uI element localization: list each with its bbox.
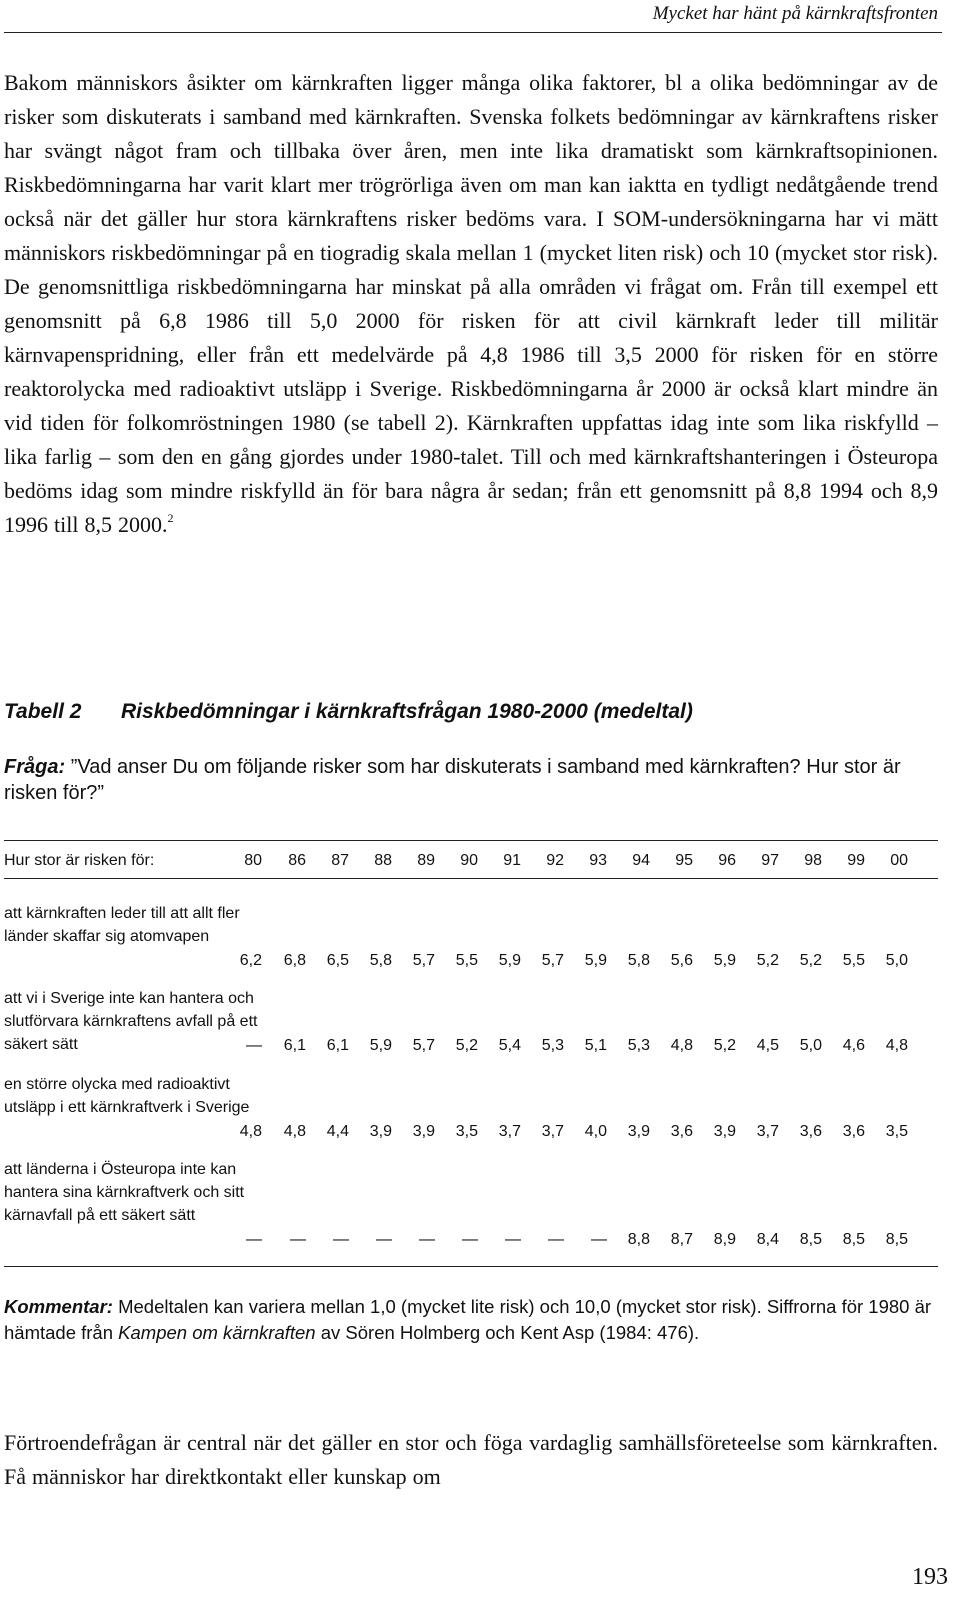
table-bottom-rule [4,1266,938,1267]
table-cell: 5,5 [842,952,865,969]
table-cell: 6,1 [283,1037,306,1054]
table-row [4,1158,938,1251]
comment-text-1: Medeltalen kan variera mellan 1,0 (mycket lite risk) och 10,0 (mycket stor risk). Siffrorna för 1980 är hämtade från [4,1296,932,1343]
table-cell: 3,7 [498,1123,521,1140]
table-row [4,1073,938,1143]
table-header-rule [4,878,938,879]
footnote-marker: 2 [167,511,174,525]
table-cell: — [246,1231,262,1248]
table-cell: 5,4 [498,1037,521,1054]
table-cell: 5,9 [584,952,607,969]
year-header: 94 [632,852,650,869]
table-cell: 4,8 [239,1123,262,1140]
table-cell: 3,7 [756,1123,779,1140]
year-header: 00 [890,852,908,869]
table-cell: 3,6 [799,1123,822,1140]
table-cell: 6,8 [283,952,306,969]
table-cell: 5,8 [369,952,392,969]
table-cell: — [419,1231,435,1248]
year-header: 88 [374,852,392,869]
table-number: Tabell 2 [4,700,82,723]
table-header-label: Hur stor är risken för: [4,852,155,869]
table-cell: 3,5 [455,1123,478,1140]
year-header: 95 [675,852,693,869]
year-header: 99 [847,852,865,869]
row-label: att kärnkraften leder till att allt fler länder skaffar sig atomvapen [4,905,240,945]
table-cell: — [333,1231,349,1248]
body-paragraph-1-text: Bakom människors åsikter om kärnkraften ligger många olika faktorer, bl a olika bedömningar av de risker som diskuterats i samband med kärnkraften. Svenska folkets bedömningar av kärnkraftens risker har svängt något fram och tillbaka över åren, men inte lika dramatiskt som kärnkraftsopinionen. Riskbedömningarna har varit klart mer trögrörliga även om man kan iaktta en tydligt nedåtgående trend också när det gäller hur stora kärnkraftens risker bedöms vara. I SOM-undersökningarna har vi mätt människors riskbedömningar på en tiogradig skala mellan 1 (mycket liten risk) och 10 (mycket stor risk). De genomsnittliga riskbedömningarna har minskat på alla områden vi frågat om. Från till exempel ett genomsnitt på 6,8 1986 till 5,0 2000 för risken för att civil kärnkraft leder till militär kärnvapenspridning, eller från ett medelvärde på 4,8 1986 till 3,5 2000 för risken för en större reaktorolycka med radioaktivt utsläpp i Sverige. Riskbedömningarna år 2000 är också klart mindre än vid tiden för folkomröstningen 1980 (se tabell 2). Kärnkraften uppfattas idag inte som lika riskfylld – lika farlig – som den en gång gjordes under 1980-talet. Till och med kärnkraftshanteringen i Östeuropa bedöms idag som mindre riskfylld än för bara några år sedan; från ett genomsnitt på 8,8 1994 och 8,9 1996 till 8,5 2000. [4,70,938,537]
row-cells [4,1119,938,1143]
table-cell: 8,8 [627,1231,650,1248]
running-head: Mycket har hänt på kärnkraftsfronten [652,3,938,24]
table-cell: 4,8 [283,1123,306,1140]
table-cell: 4,5 [756,1037,779,1054]
table-cell: 3,9 [412,1123,435,1140]
year-header: 96 [718,852,736,869]
table-cell: 5,2 [455,1037,478,1054]
comment-source-title: Kampen om kärnkraften [118,1322,316,1343]
table-cell: 5,2 [713,1037,736,1054]
body-paragraph-2: Förtroendefrågan är central när det gäller en stor och föga vardaglig samhällsföreteelse som kärnkraften. Få människor har direktkontakt eller kunskap om [4,1430,938,1489]
table-cell: 3,9 [713,1123,736,1140]
table-cell: 5,2 [799,952,822,969]
table-title-text: Riskbedömningar i kärnkraftsfrågan 1980-2000 (medeltal) [121,700,693,723]
table-top-rule [4,840,938,841]
header-rule [4,32,942,33]
table-cell: 3,6 [842,1123,865,1140]
question-label: Fråga: [4,756,66,778]
year-header: 97 [761,852,779,869]
year-header: 98 [804,852,822,869]
table-cell: — [246,1037,262,1054]
year-header: 90 [460,852,478,869]
table-cell: 8,5 [799,1231,822,1248]
table-cell: 3,9 [369,1123,392,1140]
table-cell: 5,0 [799,1037,822,1054]
table-cell: 6,1 [326,1037,349,1054]
table-header [4,848,938,874]
table-cell: 4,4 [326,1123,349,1140]
table-cell: — [462,1231,478,1248]
table-cell: 5,3 [541,1037,564,1054]
year-header: 92 [546,852,564,869]
table-cell: — [591,1231,607,1248]
row-cells [4,948,938,972]
table-cell: 5,8 [627,952,650,969]
year-header: 86 [288,852,306,869]
table-cell: 5,7 [412,952,435,969]
row-cells [4,1227,938,1251]
row-label: en större olycka med radioaktivt utsläpp i ett kärnkraftverk i Sverige [4,1076,250,1116]
table-cell: 5,2 [756,952,779,969]
table-cell: 4,8 [885,1037,908,1054]
table-comment [4,1294,944,1346]
table-row [4,902,938,972]
table-cell: 3,7 [541,1123,564,1140]
table-cell: — [290,1231,306,1248]
table-cell: 5,9 [369,1037,392,1054]
year-header: 80 [244,852,262,869]
table-cell: 5,7 [541,952,564,969]
table-cell: 8,4 [756,1231,779,1248]
table-cell: 3,5 [885,1123,908,1140]
row-cells [4,1033,938,1057]
table-cell: 5,9 [713,952,736,969]
table-cell: 3,9 [627,1123,650,1140]
table-cell: 6,5 [326,952,349,969]
table-cell: 4,6 [842,1037,865,1054]
table-row [4,987,938,1057]
table-cell: — [505,1231,521,1248]
table-cell: 4,0 [584,1123,607,1140]
table-cell: 5,5 [455,952,478,969]
table-cell: 6,2 [239,952,262,969]
table-cell: 8,5 [842,1231,865,1248]
table-cell: — [548,1231,564,1248]
table-cell: 3,6 [670,1123,693,1140]
table-cell: 5,6 [670,952,693,969]
table-cell: 8,5 [885,1231,908,1248]
body-paragraph-1 [4,66,938,542]
table-cell: 5,3 [627,1037,650,1054]
comment-label: Kommentar: [4,1296,113,1317]
table-cell: 5,7 [412,1037,435,1054]
table-cell: 8,9 [713,1231,736,1248]
table-title [4,698,693,726]
year-header: 93 [589,852,607,869]
table-cell: 5,9 [498,952,521,969]
page-number: 193 [912,1564,948,1590]
table-cell: 5,0 [885,952,908,969]
year-header: 89 [417,852,435,869]
row-label: att vi i Sverige inte kan hantera och slutförvara kärnkraftens avfall på ett säkert sätt [4,990,258,1053]
table-cell: 4,8 [670,1037,693,1054]
table-question [4,754,938,806]
table-cell: 8,7 [670,1231,693,1248]
table-cell: 5,1 [584,1037,607,1054]
comment-text-2: av Sören Holmberg och Kent Asp (1984: 476). [320,1322,700,1343]
table-cell: — [376,1231,392,1248]
question-text: ”Vad anser Du om följande risker som har diskuterats i samband med kärnkraften? Hur stor är risken för?” [4,756,901,804]
row-label: att länderna i Östeuropa inte kan hantera sina kärnkraftverk och sitt kärnavfall på ett säkert sätt [4,1161,245,1224]
year-header: 87 [331,852,349,869]
year-header: 91 [503,852,521,869]
